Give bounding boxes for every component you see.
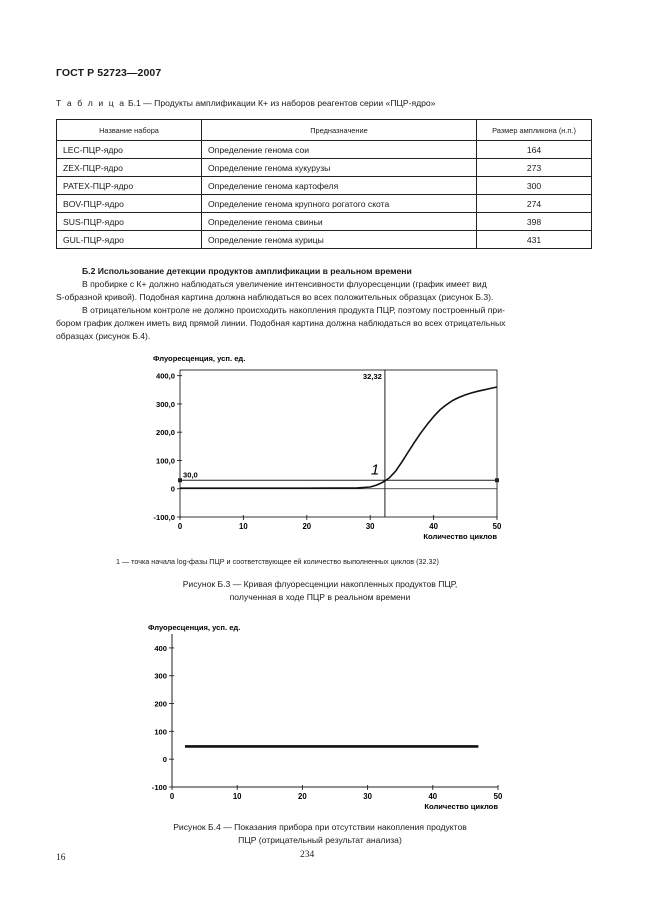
paragraph-line: S-образной кривой). Подобная картина должна наблюдаться во всех положительных образцах (рисунок Б.3).: [56, 291, 494, 302]
paragraph-line: В пробирке с К+ должно наблюдаться увеличение интенсивности флуоресценции (график имеет вид: [82, 279, 487, 289]
threshold-handle-right: [495, 478, 499, 482]
cell-kit: SUS-ПЦР-ядро: [57, 213, 202, 231]
y-tick-label: 200,0: [155, 428, 175, 438]
cell-kit: GUL-ПЦР-ядро: [57, 231, 202, 249]
y-tick-label: 400,0: [155, 371, 175, 381]
table-row: [57, 213, 592, 231]
paragraph-negative: [56, 304, 592, 342]
table-row: [57, 159, 592, 177]
x-tick-label: 50: [493, 792, 503, 801]
x-tick-label: 20: [298, 792, 307, 801]
figure-b3-caption: [120, 578, 520, 603]
x-tick-label: 10: [232, 792, 242, 801]
x-tick-label: 0: [169, 792, 175, 801]
cell-purpose: Определение генома картофеля: [202, 177, 477, 195]
cell-kit: PATEX-ПЦР-ядро: [57, 177, 202, 195]
caption-line: Рисунок Б.3 — Кривая флуоресценции накопленных продуктов ПЦР,: [182, 579, 458, 589]
table-row: [57, 231, 592, 249]
y-tick-label: 100,0: [155, 456, 175, 466]
plot-frame: [180, 370, 497, 517]
cell-size: 431: [477, 231, 592, 249]
x-tick-label: 10: [239, 522, 248, 531]
note-text: — точка начала log-фазы ПЦР и соответствующее ей количество выполненных циклов (32.32): [122, 557, 439, 566]
sheet-number: 234: [300, 850, 315, 860]
log-phase-marker: 1: [370, 461, 380, 479]
y-axis-label: Флуоресценция, усп. ед.: [153, 354, 246, 363]
x-tick-label: 40: [429, 522, 438, 531]
table-row: [57, 141, 592, 159]
threshold-label: 30,0: [183, 470, 198, 480]
caption-line: полученная в ходе ПЦР в реальном времени: [229, 591, 411, 602]
fluorescence-curve-chart: [130, 350, 530, 550]
cell-kit: LEC-ПЦР-ядро: [57, 141, 202, 159]
cell-size: 300: [477, 177, 592, 195]
y-tick-label: 0: [170, 484, 175, 494]
y-tick-label: 0: [162, 755, 167, 765]
paragraph-line: В отрицательном контроле не должно происходить накопления продукта ПЦР, поэтому построенный при-: [82, 305, 505, 315]
threshold-handle-left: [178, 478, 182, 482]
paragraph-positive: [56, 278, 592, 304]
table-row: [57, 177, 592, 195]
column-header-purpose: Предназначение: [202, 120, 477, 141]
amplification-table: [56, 119, 592, 249]
y-tick-label: -100: [151, 783, 167, 792]
y-axis-label: Флуоресценция, усп. ед.: [148, 623, 241, 632]
cell-size: 164: [477, 141, 592, 159]
table-caption-prefix: Т а б л и ц а: [56, 98, 126, 108]
x-tick-label: 30: [363, 792, 372, 801]
cell-size: 274: [477, 195, 592, 213]
y-tick-label: 300: [154, 671, 167, 681]
y-tick-label: 200: [154, 699, 167, 709]
x-axis-label: Количество циклов: [423, 532, 497, 541]
y-tick-label: 400: [154, 643, 167, 653]
paragraph-line: бором график должен иметь вид прямой линии. Подобная картина должна наблюдаться во всех отрицательных: [56, 317, 506, 328]
x-tick-label: 50: [492, 522, 502, 531]
y-tick-label: -100,0: [153, 513, 175, 522]
page-number: 16: [56, 853, 66, 863]
table-caption-text: Б.1 — Продукты амплификации К+ из наборов реагентов серии «ПЦР-ядро»: [127, 98, 436, 108]
cell-purpose: Определение генома курицы: [202, 231, 477, 249]
table-row: [57, 195, 592, 213]
figure-b4-caption: [120, 821, 520, 846]
cell-purpose: Определение генома сои: [202, 141, 477, 159]
cell-purpose: Определение генома крупного рогатого скота: [202, 195, 477, 213]
cell-purpose: Определение генома свиньи: [202, 213, 477, 231]
note-marker: 1: [116, 557, 120, 566]
negative-result-chart: [130, 618, 530, 818]
cell-size: 273: [477, 159, 592, 177]
figure-note: [116, 557, 439, 566]
y-tick-label: 300,0: [155, 399, 175, 409]
data-series-line: [180, 387, 497, 488]
x-tick-label: 30: [365, 522, 375, 531]
crossing-label: 32,32: [362, 372, 382, 381]
table-caption: [56, 98, 435, 108]
document-header: ГОСТ Р 52723—2007: [56, 67, 162, 79]
column-header-size: Размер ампликона (н.п.): [477, 120, 592, 141]
x-axis-label: Количество циклов: [424, 802, 498, 811]
caption-line: ПЦР (отрицательный результат анализа): [238, 834, 402, 845]
x-tick-label: 20: [302, 522, 312, 531]
x-tick-label: 40: [428, 792, 438, 801]
caption-line: Рисунок Б.4 — Показания прибора при отсутствии накопления продуктов: [173, 822, 467, 832]
column-header-kit: Название набора: [57, 120, 202, 141]
y-tick-label: 100: [154, 727, 167, 737]
table-header-row: [57, 120, 592, 141]
cell-kit: ZEX-ПЦР-ядро: [57, 159, 202, 177]
cell-purpose: Определение генома кукурузы: [202, 159, 477, 177]
paragraph-line: образцах (рисунок Б.4).: [56, 330, 151, 341]
section-heading: Б.2 Использование детекции продуктов амплификации в реальном времени: [82, 266, 412, 276]
cell-kit: BOV-ПЦР-ядро: [57, 195, 202, 213]
cell-size: 398: [477, 213, 592, 231]
x-tick-label: 0: [177, 522, 183, 531]
